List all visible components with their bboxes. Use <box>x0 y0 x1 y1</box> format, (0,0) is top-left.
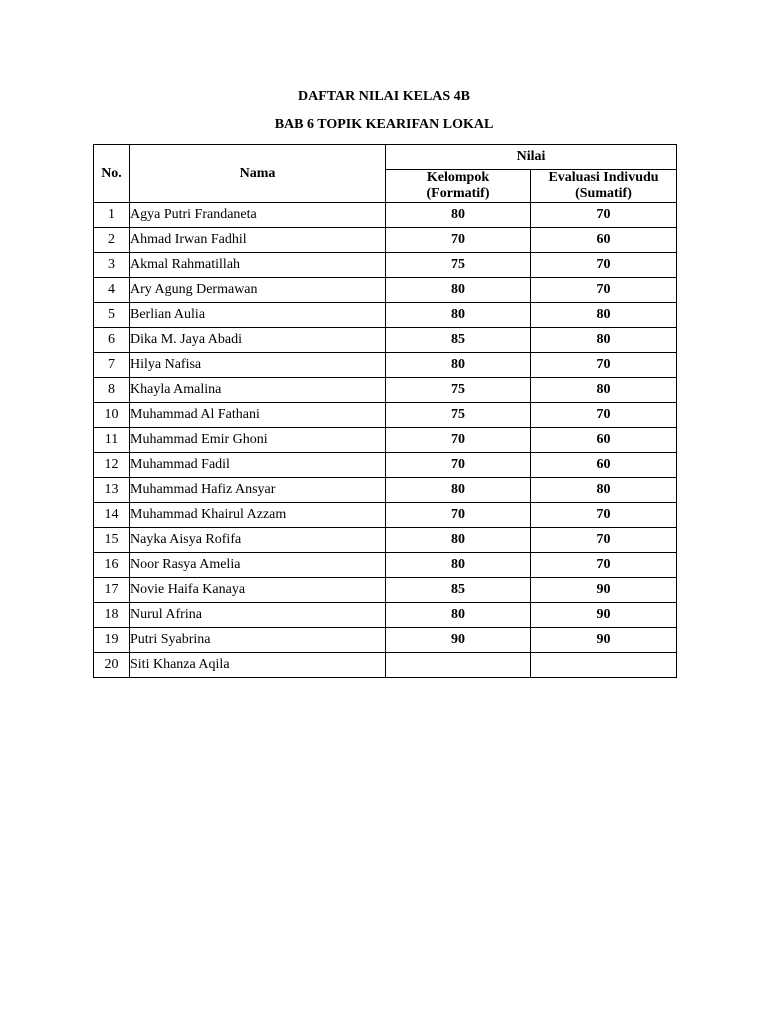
score-kelompok: 75 <box>386 378 531 403</box>
score-kelompok: 85 <box>386 578 531 603</box>
header-formatif-label: (Formatif) <box>426 186 490 201</box>
table-row <box>94 528 677 553</box>
score-evaluasi: 80 <box>531 303 677 328</box>
row-number: 15 <box>94 528 130 553</box>
row-number: 5 <box>94 303 130 328</box>
row-number: 2 <box>94 228 130 253</box>
table-row <box>94 278 677 303</box>
row-number: 19 <box>94 628 130 653</box>
score-kelompok: 75 <box>386 403 531 428</box>
table-row <box>94 403 677 428</box>
row-number: 10 <box>94 403 130 428</box>
score-kelompok: 80 <box>386 528 531 553</box>
score-evaluasi: 70 <box>531 203 677 228</box>
table-row <box>94 578 677 603</box>
score-kelompok: 80 <box>386 353 531 378</box>
row-number: 1 <box>94 203 130 228</box>
student-name: Khayla Amalina <box>130 378 386 403</box>
row-number: 17 <box>94 578 130 603</box>
row-number: 20 <box>94 653 130 678</box>
score-kelompok: 70 <box>386 453 531 478</box>
table-row <box>94 228 677 253</box>
table-row <box>94 253 677 278</box>
grades-table-body <box>94 203 677 678</box>
table-row <box>94 553 677 578</box>
score-kelompok: 80 <box>386 553 531 578</box>
student-name: Putri Syabrina <box>130 628 386 653</box>
score-kelompok: 80 <box>386 278 531 303</box>
header-no: No. <box>94 145 130 203</box>
score-kelompok: 75 <box>386 253 531 278</box>
score-kelompok: 90 <box>386 628 531 653</box>
student-name: Hilya Nafisa <box>130 353 386 378</box>
grades-table-header <box>94 145 677 203</box>
student-name: Ahmad Irwan Fadhil <box>130 228 386 253</box>
student-name: Muhammad Fadil <box>130 453 386 478</box>
score-evaluasi: 80 <box>531 378 677 403</box>
header-kelompok-label: Kelompok <box>426 170 490 185</box>
table-row <box>94 603 677 628</box>
score-kelompok <box>386 653 531 678</box>
student-name: Muhammad Emir Ghoni <box>130 428 386 453</box>
table-row <box>94 303 677 328</box>
student-name: Agya Putri Frandaneta <box>130 203 386 228</box>
score-kelompok: 70 <box>386 228 531 253</box>
row-number: 16 <box>94 553 130 578</box>
score-kelompok: 85 <box>386 328 531 353</box>
header-evaluasi <box>531 170 677 203</box>
score-evaluasi: 70 <box>531 503 677 528</box>
score-evaluasi: 70 <box>531 353 677 378</box>
row-number: 13 <box>94 478 130 503</box>
score-evaluasi: 90 <box>531 578 677 603</box>
student-name: Novie Haifa Kanaya <box>130 578 386 603</box>
row-number: 12 <box>94 453 130 478</box>
row-number: 18 <box>94 603 130 628</box>
score-evaluasi: 60 <box>531 453 677 478</box>
score-evaluasi: 90 <box>531 603 677 628</box>
document-title: DAFTAR NILAI KELAS 4B <box>297 89 471 104</box>
student-name: Dika M. Jaya Abadi <box>130 328 386 353</box>
score-evaluasi: 60 <box>531 428 677 453</box>
table-row <box>94 503 677 528</box>
score-evaluasi: 80 <box>531 328 677 353</box>
header-nama: Nama <box>130 145 386 203</box>
score-evaluasi: 70 <box>531 253 677 278</box>
header-kelompok <box>386 170 531 203</box>
score-kelompok: 80 <box>386 603 531 628</box>
student-name: Muhammad Hafiz Ansyar <box>130 478 386 503</box>
score-kelompok: 70 <box>386 503 531 528</box>
score-evaluasi: 60 <box>531 228 677 253</box>
score-evaluasi: 70 <box>531 403 677 428</box>
score-evaluasi: 70 <box>531 278 677 303</box>
student-name: Nurul Afrina <box>130 603 386 628</box>
score-evaluasi: 70 <box>531 553 677 578</box>
table-row <box>94 453 677 478</box>
header-nilai: Nilai <box>386 145 677 170</box>
table-row <box>94 328 677 353</box>
grades-table <box>93 144 677 678</box>
table-row <box>94 428 677 453</box>
score-evaluasi: 80 <box>531 478 677 503</box>
row-number: 8 <box>94 378 130 403</box>
table-row <box>94 653 677 678</box>
table-row <box>94 353 677 378</box>
score-evaluasi <box>531 653 677 678</box>
student-name: Muhammad Khairul Azzam <box>130 503 386 528</box>
table-row <box>94 478 677 503</box>
score-evaluasi: 70 <box>531 528 677 553</box>
row-number: 6 <box>94 328 130 353</box>
student-name: Ary Agung Dermawan <box>130 278 386 303</box>
score-kelompok: 70 <box>386 428 531 453</box>
header-sumatif-label: (Sumatif) <box>575 186 632 201</box>
row-number: 4 <box>94 278 130 303</box>
score-kelompok: 80 <box>386 478 531 503</box>
row-number: 3 <box>94 253 130 278</box>
score-evaluasi: 90 <box>531 628 677 653</box>
row-number: 7 <box>94 353 130 378</box>
student-name: Nayka Aisya Rofifa <box>130 528 386 553</box>
header-evaluasi-label: Evaluasi Indivudu <box>548 170 659 185</box>
row-number: 11 <box>94 428 130 453</box>
row-number: 14 <box>94 503 130 528</box>
student-name: Akmal Rahmatillah <box>130 253 386 278</box>
score-kelompok: 80 <box>386 303 531 328</box>
table-row <box>94 628 677 653</box>
student-name: Berlian Aulia <box>130 303 386 328</box>
student-name: Noor Rasya Amelia <box>130 553 386 578</box>
student-name: Muhammad Al Fathani <box>130 403 386 428</box>
student-name: Siti Khanza Aqila <box>130 653 386 678</box>
table-row <box>94 203 677 228</box>
score-kelompok: 80 <box>386 203 531 228</box>
table-row <box>94 378 677 403</box>
document-subtitle: BAB 6 TOPIK KEARIFAN LOKAL <box>274 117 494 132</box>
